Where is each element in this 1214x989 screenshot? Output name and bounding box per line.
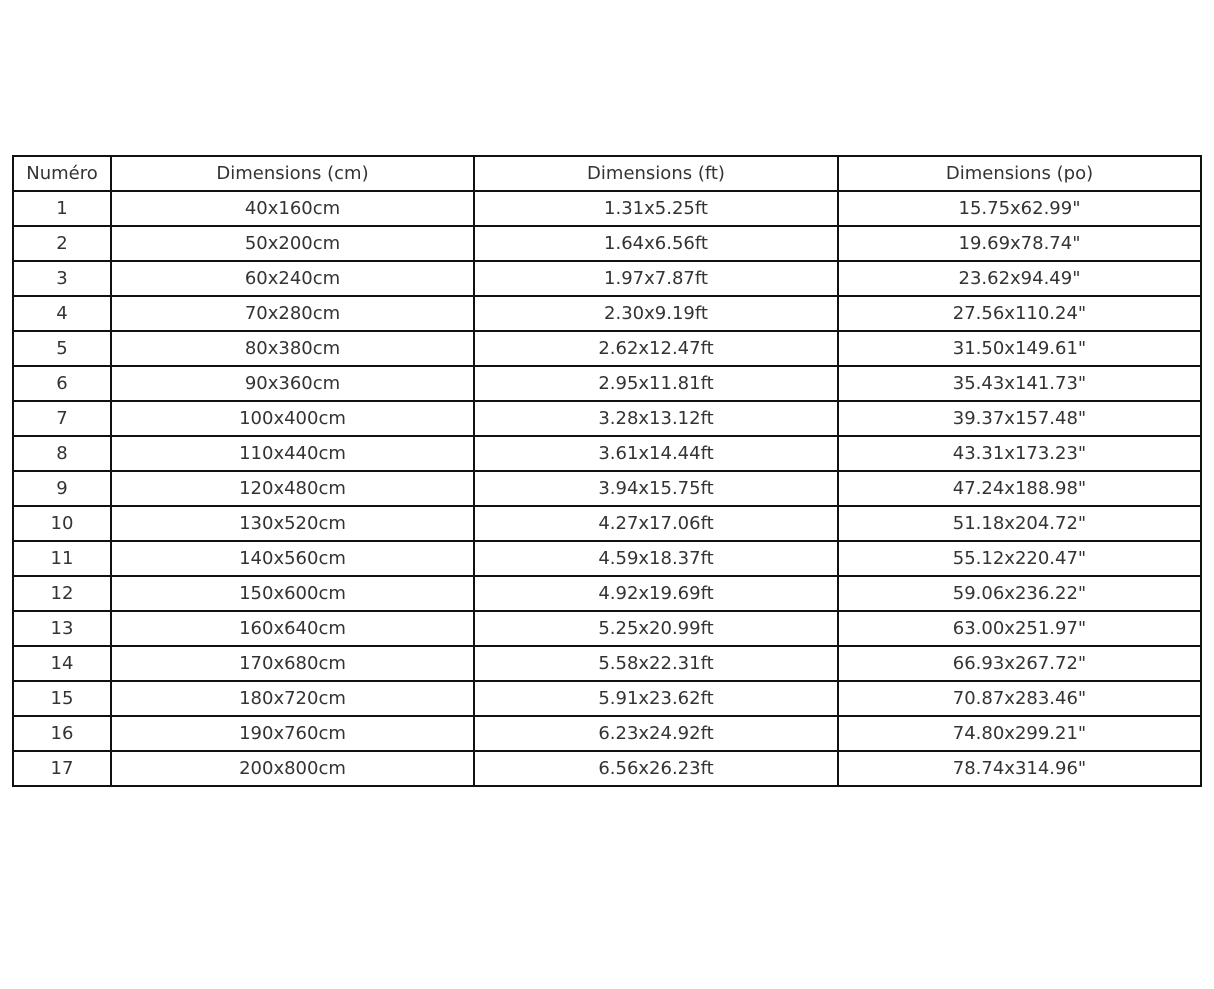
- header-dimensions-ft: Dimensions (ft): [474, 156, 838, 191]
- cell-dimensions-po: 23.62x94.49": [838, 261, 1201, 296]
- cell-dimensions-po: 55.12x220.47": [838, 541, 1201, 576]
- cell-numero: 4: [13, 296, 111, 331]
- cell-dimensions-cm: 50x200cm: [111, 226, 474, 261]
- cell-dimensions-cm: 130x520cm: [111, 506, 474, 541]
- header-dimensions-po: Dimensions (po): [838, 156, 1201, 191]
- cell-dimensions-ft: 4.27x17.06ft: [474, 506, 838, 541]
- table-row: [13, 261, 1201, 296]
- header-row: [13, 156, 1201, 191]
- cell-dimensions-cm: 110x440cm: [111, 436, 474, 471]
- cell-dimensions-ft: 1.97x7.87ft: [474, 261, 838, 296]
- cell-dimensions-po: 70.87x283.46": [838, 681, 1201, 716]
- cell-numero: 10: [13, 506, 111, 541]
- cell-dimensions-cm: 170x680cm: [111, 646, 474, 681]
- cell-dimensions-ft: 6.23x24.92ft: [474, 716, 838, 751]
- cell-numero: 2: [13, 226, 111, 261]
- cell-dimensions-po: 59.06x236.22": [838, 576, 1201, 611]
- header-dimensions-cm: Dimensions (cm): [111, 156, 474, 191]
- table-row: [13, 366, 1201, 401]
- table-row: [13, 191, 1201, 226]
- table-row: [13, 226, 1201, 261]
- cell-dimensions-cm: 190x760cm: [111, 716, 474, 751]
- cell-dimensions-cm: 120x480cm: [111, 471, 474, 506]
- table-row: [13, 681, 1201, 716]
- cell-dimensions-po: 51.18x204.72": [838, 506, 1201, 541]
- dimensions-table: [12, 155, 1202, 787]
- cell-numero: 12: [13, 576, 111, 611]
- cell-dimensions-ft: 2.62x12.47ft: [474, 331, 838, 366]
- table-row: [13, 471, 1201, 506]
- cell-dimensions-ft: 5.91x23.62ft: [474, 681, 838, 716]
- cell-dimensions-ft: 5.25x20.99ft: [474, 611, 838, 646]
- cell-dimensions-ft: 1.31x5.25ft: [474, 191, 838, 226]
- cell-dimensions-ft: 2.30x9.19ft: [474, 296, 838, 331]
- header-numero: Numéro: [13, 156, 111, 191]
- table-row: [13, 716, 1201, 751]
- cell-dimensions-po: 47.24x188.98": [838, 471, 1201, 506]
- cell-numero: 8: [13, 436, 111, 471]
- table-row: [13, 401, 1201, 436]
- cell-dimensions-po: 19.69x78.74": [838, 226, 1201, 261]
- table-row: [13, 296, 1201, 331]
- cell-numero: 17: [13, 751, 111, 786]
- cell-dimensions-cm: 160x640cm: [111, 611, 474, 646]
- cell-dimensions-po: 63.00x251.97": [838, 611, 1201, 646]
- cell-numero: 6: [13, 366, 111, 401]
- cell-dimensions-ft: 4.92x19.69ft: [474, 576, 838, 611]
- cell-dimensions-cm: 90x360cm: [111, 366, 474, 401]
- cell-dimensions-po: 74.80x299.21": [838, 716, 1201, 751]
- cell-dimensions-cm: 180x720cm: [111, 681, 474, 716]
- cell-dimensions-cm: 150x600cm: [111, 576, 474, 611]
- cell-dimensions-cm: 70x280cm: [111, 296, 474, 331]
- table-row: [13, 751, 1201, 786]
- cell-dimensions-po: 66.93x267.72": [838, 646, 1201, 681]
- cell-dimensions-ft: 2.95x11.81ft: [474, 366, 838, 401]
- cell-dimensions-ft: 3.94x15.75ft: [474, 471, 838, 506]
- cell-dimensions-ft: 3.28x13.12ft: [474, 401, 838, 436]
- table-row: [13, 541, 1201, 576]
- cell-numero: 3: [13, 261, 111, 296]
- cell-numero: 5: [13, 331, 111, 366]
- cell-dimensions-ft: 6.56x26.23ft: [474, 751, 838, 786]
- cell-dimensions-po: 31.50x149.61": [838, 331, 1201, 366]
- cell-dimensions-po: 43.31x173.23": [838, 436, 1201, 471]
- cell-dimensions-po: 35.43x141.73": [838, 366, 1201, 401]
- table-header: [13, 156, 1201, 191]
- table-row: [13, 611, 1201, 646]
- table-row: [13, 576, 1201, 611]
- cell-dimensions-ft: 1.64x6.56ft: [474, 226, 838, 261]
- cell-dimensions-cm: 80x380cm: [111, 331, 474, 366]
- cell-numero: 9: [13, 471, 111, 506]
- table-row: [13, 436, 1201, 471]
- cell-dimensions-cm: 40x160cm: [111, 191, 474, 226]
- table-row: [13, 331, 1201, 366]
- cell-numero: 14: [13, 646, 111, 681]
- cell-dimensions-cm: 140x560cm: [111, 541, 474, 576]
- table-row: [13, 506, 1201, 541]
- cell-numero: 7: [13, 401, 111, 436]
- cell-numero: 15: [13, 681, 111, 716]
- cell-numero: 1: [13, 191, 111, 226]
- cell-numero: 13: [13, 611, 111, 646]
- cell-dimensions-po: 15.75x62.99": [838, 191, 1201, 226]
- cell-dimensions-cm: 200x800cm: [111, 751, 474, 786]
- cell-numero: 16: [13, 716, 111, 751]
- cell-dimensions-cm: 60x240cm: [111, 261, 474, 296]
- table-body: [13, 191, 1201, 786]
- cell-numero: 11: [13, 541, 111, 576]
- table-row: [13, 646, 1201, 681]
- cell-dimensions-cm: 100x400cm: [111, 401, 474, 436]
- cell-dimensions-ft: 3.61x14.44ft: [474, 436, 838, 471]
- cell-dimensions-po: 78.74x314.96": [838, 751, 1201, 786]
- cell-dimensions-po: 27.56x110.24": [838, 296, 1201, 331]
- cell-dimensions-ft: 5.58x22.31ft: [474, 646, 838, 681]
- cell-dimensions-ft: 4.59x18.37ft: [474, 541, 838, 576]
- cell-dimensions-po: 39.37x157.48": [838, 401, 1201, 436]
